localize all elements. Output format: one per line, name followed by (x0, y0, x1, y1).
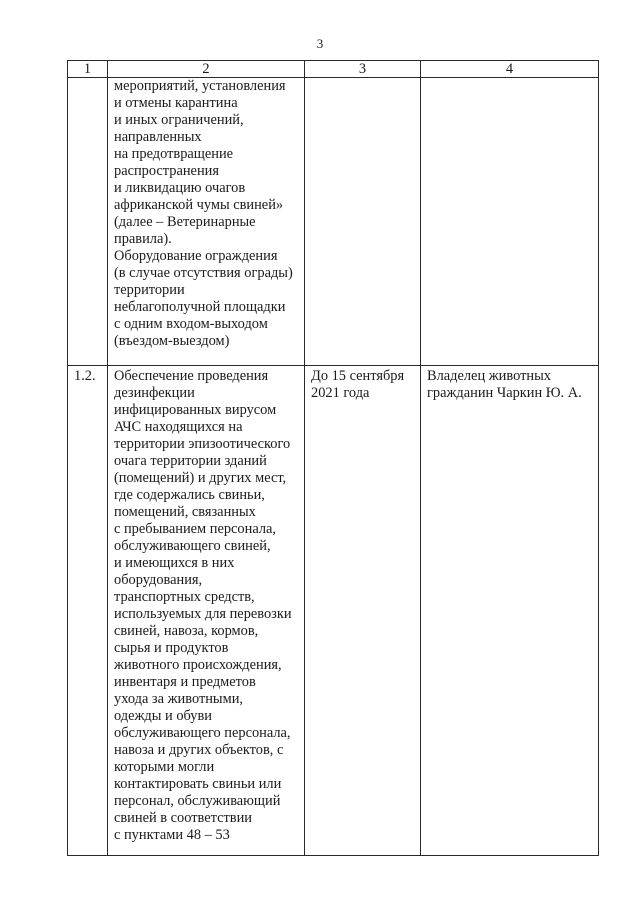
measure-line: используемых для перевозки (114, 606, 292, 622)
measure-line: навоза и других объектов, с (114, 742, 284, 758)
measure-line: свиней, навоза, кормов, (114, 623, 259, 639)
deadline-line: До 15 сентября (311, 368, 405, 384)
measure-line: помещений, связанных (114, 504, 256, 520)
deadline-line: 2021 года (311, 385, 370, 401)
measure-line: транспортных средств, (114, 589, 255, 605)
deadline-cell (305, 366, 421, 856)
measures-table (67, 60, 599, 856)
measure-line: мероприятий, установления (114, 78, 286, 94)
measure-line: (помещений) и других мест, (114, 470, 287, 486)
measure-line: обслуживающего персонала, (114, 725, 291, 741)
measure-line: контактировать свиньи или (114, 776, 282, 792)
measure-line: которыми могли (114, 759, 215, 775)
responsible-line: гражданин Чаркин Ю. А. (427, 385, 582, 401)
measure-line: территории эпизоотического (114, 436, 291, 452)
measure-line: обслуживающего свиней, (114, 538, 271, 554)
deadline-cell (305, 78, 421, 366)
measure-line: ухода за животными, (114, 691, 244, 707)
row-number-cell: 1.2. (68, 366, 108, 856)
measure-line: одежды и обуви (114, 708, 212, 724)
measure-line: с пунктами 48 – 53 (114, 827, 230, 843)
measure-line: направленных (114, 129, 202, 145)
measure-line: животного происхождения, (114, 657, 282, 673)
measure-line: и иных ограничений, (114, 112, 244, 128)
measure-line: (далее – Ветеринарные (114, 214, 256, 230)
measure-line: распространения (114, 163, 219, 179)
header-col-1: 1 (68, 61, 108, 78)
measure-line: и отмены карантина (114, 95, 238, 111)
measure-line: на предотвращение (114, 146, 234, 162)
measure-line: персонал, обслуживающий (114, 793, 281, 809)
measure-line: очага территории зданий (114, 453, 267, 469)
measure-line: территории (114, 282, 185, 298)
measure-line: правила). (114, 231, 172, 247)
measure-line: (въездом-выездом) (114, 333, 230, 349)
responsible-cell (421, 78, 599, 366)
measure-line: оборудования, (114, 572, 203, 588)
header-col-4: 4 (421, 61, 599, 78)
responsible-line: Владелец животных (427, 368, 551, 384)
measure-line: сырья и продуктов (114, 640, 229, 656)
measure-line: с одним входом-выходом (114, 316, 268, 332)
header-col-3: 3 (305, 61, 421, 78)
measure-line: Оборудование ограждения (114, 248, 278, 264)
measure-line: инфицированных вирусом (114, 402, 277, 418)
measure-line: с пребыванием персонала, (114, 521, 276, 537)
table-header-row (68, 61, 599, 78)
table-row-1-2 (68, 366, 599, 856)
measure-line: АЧС находящихся на (114, 419, 243, 435)
table-row-continuation (68, 78, 599, 366)
measure-line: и ликвидацию очагов (114, 180, 246, 196)
row-number-cell (68, 78, 108, 366)
measure-line: (в случае отсутствия ограды) (114, 265, 293, 281)
responsible-cell (421, 366, 599, 856)
measure-line: неблагополучной площадки (114, 299, 286, 315)
measure-line: африканской чумы свиней» (114, 197, 284, 213)
header-col-2: 2 (108, 61, 305, 78)
measure-line: дезинфекции (114, 385, 195, 401)
measure-line: и имеющихся в них (114, 555, 235, 571)
measure-cell (108, 366, 305, 856)
page-number: 3 (316, 36, 324, 51)
measure-line: Обеспечение проведения (114, 368, 269, 384)
measure-line: инвентаря и предметов (114, 674, 256, 690)
measure-cell (108, 78, 305, 366)
measure-line: где содержались свиньи, (114, 487, 265, 503)
measure-line: свиней в соответствии (114, 810, 252, 826)
